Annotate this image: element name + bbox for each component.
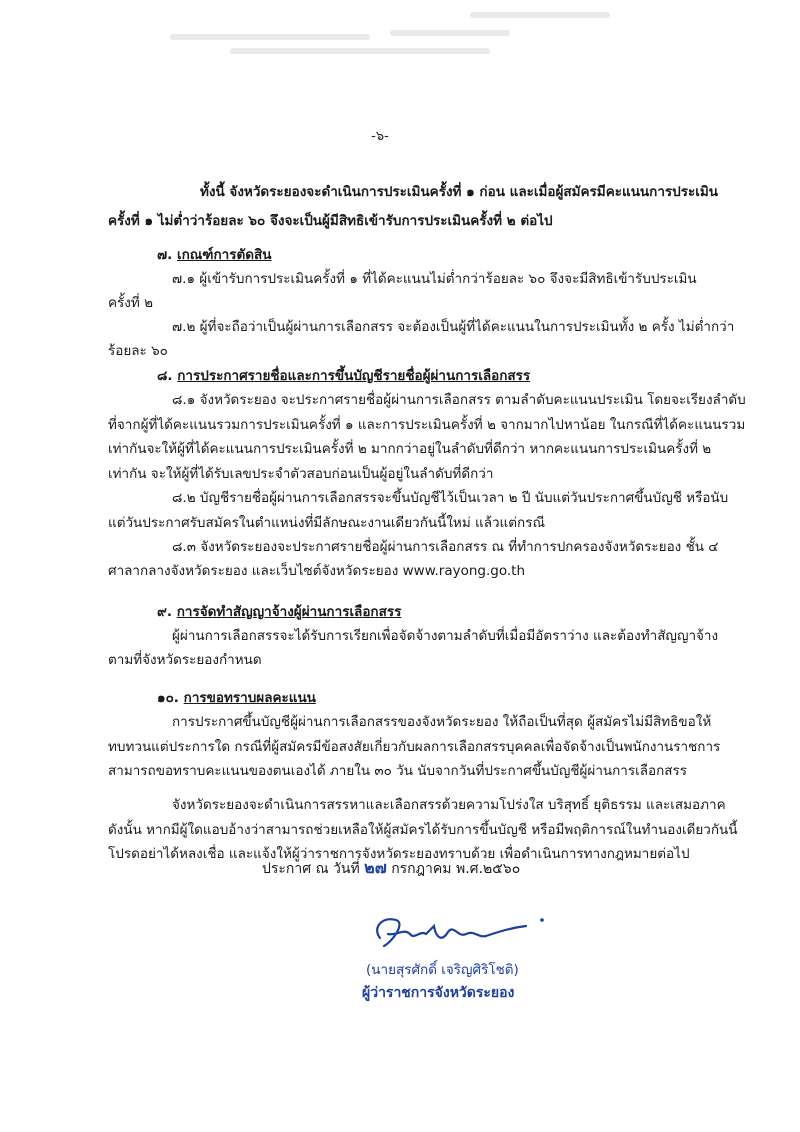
closing-line-3: โปรดอย่าได้หลงเชื่อ และแจ้งให้ผู้ว่าราชการจังหวัดระยองทราบด้วย เพื่อดำเนินการทางกฎหมายต่อไป	[108, 846, 690, 862]
section-9-heading	[157, 600, 401, 625]
sec8-p3-line-1: ๘.๓ จังหวัดระยองจะประกาศรายชื่อผู้ผ่านการเลือกสรร ณ ที่ทำการปกครองจังหวัดระยอง ชั้น ๔	[172, 539, 719, 555]
sec9-p1-line-1: ผู้ผ่านการเลือกสรรจะได้รับการเรียกเพื่อจัดจ้างตามลำดับที่เมื่อมีอัตราว่าง และต้องทำสัญญาจ้าง	[172, 628, 719, 644]
closing-line-1: จังหวัดระยองจะดำเนินการสรรหาและเลือกสรรด้วยความโปร่งใส บริสุทธิ์ ยุติธรรม และเสมอภาค	[172, 797, 726, 813]
sec7-p1-line-2: ครั้งที่ ๒	[108, 295, 153, 311]
closing-line-2: ดังนั้น หากมีผู้ใดแอบอ้างว่าสามารถช่วยเหลือให้ผู้สมัครได้รับการขึ้นบัญชี หรือมีพฤติการณ์ในทำนองเดียวกันนี้	[108, 822, 738, 838]
sec7-p2-line-2: ร้อยละ ๖๐	[108, 343, 168, 359]
sec10-p1-line-3: สามารถขอทราบคะแนนของตนเองได้ ภายใน ๓๐ วัน นับจากวันที่ประกาศขึ้นบัญชีผู้ผ่านการเลือกสรร	[108, 763, 688, 779]
signature-mark	[366, 908, 556, 956]
section-10-heading	[157, 686, 316, 711]
sec10-p1-line-1: การประกาศขึ้นบัญชีผู้ผ่านการเลือกสรรของจังหวัดระยอง ให้ถือเป็นที่สุด ผู้สมัครไม่มีสิทธิขอให้	[172, 714, 712, 730]
section-10-title: การขอทราบผลคะแนน	[183, 690, 316, 706]
sec8-p1-line-3: เท่ากันจะให้ผู้ที่ได้คะแนนการประเมินครั้งที่ ๒ มากกว่าอยู่ในลำดับที่ดีกว่า หากคะแนนการประเมินครั้งที่ ๒	[108, 441, 712, 457]
section-9-title: การจัดทำสัญญาจ้างผู้ผ่านการเลือกสรร	[176, 604, 402, 620]
bleed-through-artifact	[140, 0, 700, 70]
sec8-p3-line-2: ศาลากลางจังหวัดระยอง และเว็บไซต์จังหวัดระยอง www.rayong.go.th	[108, 563, 526, 579]
sec8-p1-line-2: ที่จากผู้ที่ได้คะแนนรวมการประเมินครั้งที่ ๑ และการประเมินครั้งที่ ๒ จากมากไปหาน้อย ในกรณีที่ได้คะแนนรวม	[108, 417, 746, 433]
section-8-number: ๘.	[157, 368, 173, 384]
sec8-p2-line-2: แต่วันประกาศรับสมัครในตำแหน่งที่มีลักษณะงานเดียวกันนี้ใหม่ แล้วแต่กรณี	[108, 515, 545, 531]
sec8-p1-line-4: เท่ากัน จะให้ผู้ที่ได้รับเลขประจำตัวสอบก่อนเป็นผู้อยู่ในลำดับที่ดีกว่า	[108, 466, 494, 482]
signatory-position: ผู้ว่าราชการจังหวัดระยอง	[362, 985, 515, 1001]
sec7-p1-line-1: ๗.๑ ผู้เข้ารับการประเมินครั้งที่ ๑ ที่ได้คะแนนไม่ต่ำกว่าร้อยละ ๖๐ จึงจะมีสิทธิเข้ารับประเมิน	[172, 271, 697, 287]
section-9-number: ๙.	[157, 604, 173, 620]
sec10-p1-line-2: ทบทวนแต่ประการใด กรณีที่ผู้สมัครมีข้อสงสัยเกี่ยวกับผลการเลือกสรรบุคคลเพื่อจัดจ้างเป็นพนักงานราชการ	[108, 739, 721, 755]
announcement-month-year: กรกฎาคม พ.ศ.๒๕๖๐	[391, 861, 521, 877]
announcement-day: ๒๗	[364, 858, 387, 877]
section-10-number: ๑๐.	[157, 690, 179, 706]
sec7-p2-line-1: ๗.๒ ผู้ที่จะถือว่าเป็นผู้ผ่านการเลือกสรร จะต้องเป็นผู้ที่ได้คะแนนในการประเมินทั้ง ๒ ครั้ง ไม่ต่ำกว่า	[172, 319, 735, 335]
sec9-p1-line-2: ตามที่จังหวัดระยองกำหนด	[108, 652, 262, 668]
section-7-heading	[157, 243, 272, 268]
intro-line-1: ทั้งนี้ จังหวัดระยองจะดำเนินการประเมินครั้งที่ ๑ ก่อน และเมื่อผู้สมัครมีคะแนนการประเมิน	[200, 184, 718, 200]
section-8-heading	[157, 364, 530, 389]
signatory-name: (นายสุรศักดิ์ เจริญศิริโชติ)	[366, 962, 519, 978]
sec8-p1-line-1: ๘.๑ จังหวัดระยอง จะประกาศรายชื่อผู้ผ่านการเลือกสรร ตามลำดับคะแนนประเมิน โดยจะเรียงลำดับ	[172, 392, 746, 408]
announcement-prefix: ประกาศ ณ วันที่	[262, 861, 360, 877]
section-7-number: ๗.	[157, 247, 173, 263]
section-7-title: เกณฑ์การตัดสิน	[176, 247, 272, 263]
section-8-title: การประกาศรายชื่อและการขึ้นบัญชีรายชื่อผู้ผ่านการเลือกสรร	[177, 368, 531, 384]
intro-line-2: ครั้งที่ ๑ ไม่ต่ำว่าร้อยละ ๖๐ จึงจะเป็นผู้มีสิทธิเข้ารับการประเมินครั้งที่ ๒ ต่อไป	[108, 213, 553, 229]
announcement-date	[262, 856, 520, 882]
page-number: -๖-	[371, 129, 389, 144]
sec8-p2-line-1: ๘.๒ บัญชีรายชื่อผู้ผ่านการเลือกสรรจะขึ้นบัญชีไว้เป็นเวลา ๒ ปี นับแต่วันประกาศขึ้นบัญชี หรือนับ	[172, 490, 729, 506]
